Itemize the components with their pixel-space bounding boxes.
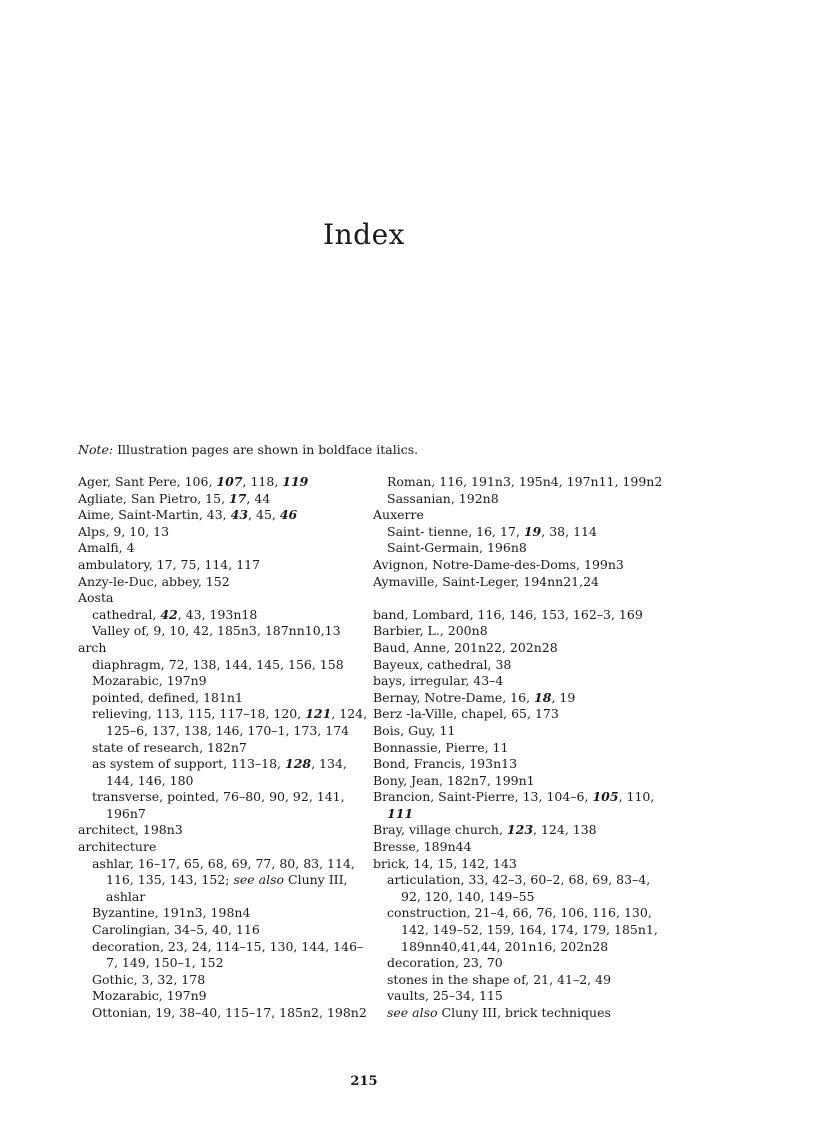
entry-text: , 118, — [242, 474, 283, 489]
entry-text: , 124, 125–6, 137, 138, 146, 170–1, 173, 174 — [106, 706, 368, 738]
note-label: Note: — [78, 442, 114, 457]
illustration-page-ref: 46 — [279, 507, 298, 523]
entry-text: Byzantine, 191n3, 198n4 — [92, 905, 251, 921]
index-entry — [78, 524, 368, 541]
illustration-page-ref: 17 — [229, 490, 247, 506]
index-entry — [78, 640, 368, 657]
entry-text: Bray, village church, — [373, 822, 507, 838]
index-subentry — [92, 673, 368, 690]
entry-text: relieving, 113, 115, 117–18, 120, — [92, 706, 306, 722]
index-subentry — [387, 524, 673, 541]
index-entry — [373, 789, 673, 822]
entry-text: Mozarabic, 197n9 — [92, 673, 207, 689]
index-entry — [373, 839, 673, 856]
index-entry — [373, 507, 673, 524]
entry-text: Bernay, Notre-Dame, 16, — [373, 689, 535, 705]
index-entry — [78, 574, 368, 591]
index-entry — [373, 706, 673, 723]
index-entry — [78, 491, 368, 508]
index-entry — [373, 557, 673, 574]
entry-text: articulation, 33, 42–3, 60–2, 68, 69, 83–4, 92, 120, 140, 149–55 — [387, 872, 651, 904]
index-subentry — [387, 988, 673, 1005]
index-entry — [373, 723, 673, 740]
entry-text: ashlar, 16–17, 65, 68, 69, 77, 80, 83, 114, 116, 135, 143, 152; — [92, 855, 355, 888]
entry-text: Valley of, 9, 10, 42, 185n3, 187nn10,13 — [92, 623, 341, 639]
index-entry — [78, 474, 368, 491]
entry-text: Bois, Guy, 11 — [373, 722, 456, 738]
entry-text: architect, 198n3 — [78, 822, 183, 838]
page-title: Index — [323, 218, 405, 251]
index-subentry — [92, 939, 368, 972]
entry-text: Ager, Sant Pere, 106, — [78, 474, 217, 489]
index-entry — [78, 839, 368, 856]
entry-text: Baud, Anne, 201n22, 202n28 — [373, 639, 558, 655]
illustration-page-ref: 107 — [216, 474, 243, 489]
index-subentry — [387, 905, 673, 955]
index-subentry — [92, 657, 368, 674]
index-entry — [373, 623, 673, 640]
entry-text: Agliate, San Pietro, 15, — [78, 490, 230, 506]
entry-text: Berz -la-Ville, chapel, 65, 173 — [373, 706, 559, 722]
index-entry — [373, 756, 673, 773]
entry-text: , 43, 193n18 — [177, 606, 258, 622]
entry-text: Mozarabic, 197n9 — [92, 988, 207, 1004]
index-entry — [373, 690, 673, 707]
entry-text: state of research, 182n7 — [92, 739, 247, 755]
index-entry — [373, 773, 673, 790]
index-entry — [373, 740, 673, 757]
entry-text: Aosta — [78, 590, 114, 606]
index-subentry — [92, 623, 368, 640]
index-subentry — [387, 972, 673, 989]
index-subentry — [92, 740, 368, 757]
entry-text: Roman, 116, 191n3, 195n4, 197n11, 199n2 — [387, 474, 663, 489]
entry-text: , 38, 114 — [541, 523, 597, 539]
index-subentry — [92, 905, 368, 922]
entry-text: Bayeux, cathedral, 38 — [373, 656, 512, 672]
index-subentry — [92, 922, 368, 939]
entry-text: Barbier, L., 200n8 — [373, 623, 488, 639]
entry-text: decoration, 23, 70 — [387, 955, 503, 971]
index-entry — [373, 673, 673, 690]
entry-text: as system of support, 113–18, — [92, 756, 286, 772]
illustration-page-ref: 43 — [230, 507, 249, 523]
entry-text: transverse, pointed, 76–80, 90, 92, 141, 196n7 — [92, 789, 345, 821]
entry-text: architecture — [78, 839, 157, 855]
entry-text: Bresse, 189n44 — [373, 839, 472, 855]
page-number: 215 — [350, 1074, 378, 1089]
see-also-text: see also — [233, 872, 285, 888]
entry-text: Brancion, Saint-Pierre, 13, 104–6, — [373, 789, 593, 805]
entry-text: Sassanian, 192n8 — [387, 490, 499, 506]
illustration-page-ref: 119 — [282, 474, 309, 489]
entry-text: Bonnassie, Pierre, 11 — [373, 739, 509, 755]
see-also-text: see also — [387, 1005, 438, 1020]
entry-text: vaults, 25–34, 115 — [387, 988, 503, 1004]
entry-text: Bond, Francis, 193n13 — [373, 756, 518, 772]
illustration-page-ref: 18 — [534, 689, 552, 705]
entry-text: Ottonian, 19, 38–40, 115–17, 185n2, 198n2 — [92, 1005, 367, 1020]
illustration-page-ref: 123 — [506, 822, 534, 838]
entry-text: Aymaville, Saint-Leger, 194nn21,24 — [373, 573, 599, 589]
entry-text: , 124, 138 — [533, 822, 597, 838]
index-subentry — [387, 872, 673, 905]
index-entry — [78, 507, 368, 524]
entry-text: diaphragm, 72, 138, 144, 145, 156, 158 — [92, 656, 344, 672]
index-subentry — [92, 1005, 368, 1022]
illustration-page-ref: 121 — [305, 706, 332, 722]
index-subentry — [92, 607, 368, 624]
entry-text: pointed, defined, 181n1 — [92, 689, 243, 705]
entry-text: band, Lombard, 116, 146, 153, 162–3, 169 — [373, 606, 643, 622]
entry-text: , 44 — [246, 490, 271, 506]
entry-text: bays, irregular, 43–4 — [373, 673, 504, 689]
illustration-page-ref: 42 — [160, 606, 178, 622]
index-note — [78, 442, 418, 457]
entry-text: Auxerre — [373, 507, 424, 523]
entry-text: cathedral, — [92, 606, 161, 622]
entry-text: Bony, Jean, 182n7, 199n1 — [373, 772, 535, 788]
index-subentry — [92, 972, 368, 989]
index-subentry — [92, 706, 368, 739]
index-entry — [373, 574, 673, 591]
entry-text: , 45, — [248, 507, 280, 523]
entry-text: arch — [78, 639, 107, 655]
index-subentry — [92, 789, 368, 822]
index-subentry — [387, 1005, 673, 1022]
index-subentry — [92, 756, 368, 789]
entry-text: Saint-Germain, 196n8 — [387, 540, 527, 556]
index-entry — [373, 856, 673, 873]
entry-text: construction, 21–4, 66, 76, 106, 116, 130, 142, 149–52, 159, 164, 174, 179, 185n1, 189nn40,41,44, 201n16, 202n28 — [387, 905, 658, 954]
index-entry — [78, 822, 368, 839]
illustration-page-ref: 105 — [592, 789, 619, 805]
entry-text: Amalfi, 4 — [78, 540, 135, 556]
index-entry — [373, 607, 673, 624]
index-section-gap — [373, 590, 673, 607]
index-subentry — [387, 540, 673, 557]
entry-text: Saint- tienne, 16, 17, — [387, 523, 524, 539]
entry-text: , 134, 144, 146, 180 — [106, 756, 347, 788]
index-subentry — [92, 856, 368, 906]
note-text: Illustration pages are shown in boldface italics. — [113, 442, 419, 457]
index-subentry — [387, 491, 673, 508]
entry-text: Avignon, Notre-Dame-des-Doms, 199n3 — [373, 556, 624, 572]
index-column-left — [78, 474, 368, 1022]
entry-text: Gothic, 3, 32, 178 — [92, 971, 206, 987]
entry-text: decoration, 23, 24, 114–15, 130, 144, 146–7, 149, 150–1, 152 — [92, 938, 364, 971]
entry-text: Carolingian, 34–5, 40, 116 — [92, 922, 260, 938]
illustration-page-ref: 19 — [523, 523, 542, 539]
entry-text: ambulatory, 17, 75, 114, 117 — [78, 556, 261, 572]
illustration-page-ref: 128 — [285, 756, 312, 772]
entry-text: brick, 14, 15, 142, 143 — [373, 855, 517, 871]
index-entry — [78, 540, 368, 557]
entry-text: Aime, Saint-Martin, 43, — [78, 507, 231, 523]
entry-text: Anzy-le-Duc, abbey, 152 — [78, 573, 230, 589]
entry-text: stones in the shape of, 21, 41–2, 49 — [387, 971, 612, 987]
illustration-page-ref: 111 — [387, 805, 414, 821]
index-entry — [78, 590, 368, 607]
entry-text: Alps, 9, 10, 13 — [78, 523, 170, 539]
index-subentry — [92, 988, 368, 1005]
index-entry — [373, 640, 673, 657]
index-entry — [78, 557, 368, 574]
index-entry — [373, 657, 673, 674]
entry-text: , 19 — [551, 689, 576, 705]
entry-text: , 110, — [618, 789, 655, 805]
index-subentry — [387, 474, 673, 491]
index-column-right — [373, 474, 673, 1022]
index-subentry — [387, 955, 673, 972]
entry-text: Cluny III, ashlar — [106, 872, 348, 904]
index-subentry — [92, 690, 368, 707]
entry-text: Cluny III, brick techniques — [437, 1005, 611, 1020]
index-entry — [373, 822, 673, 839]
